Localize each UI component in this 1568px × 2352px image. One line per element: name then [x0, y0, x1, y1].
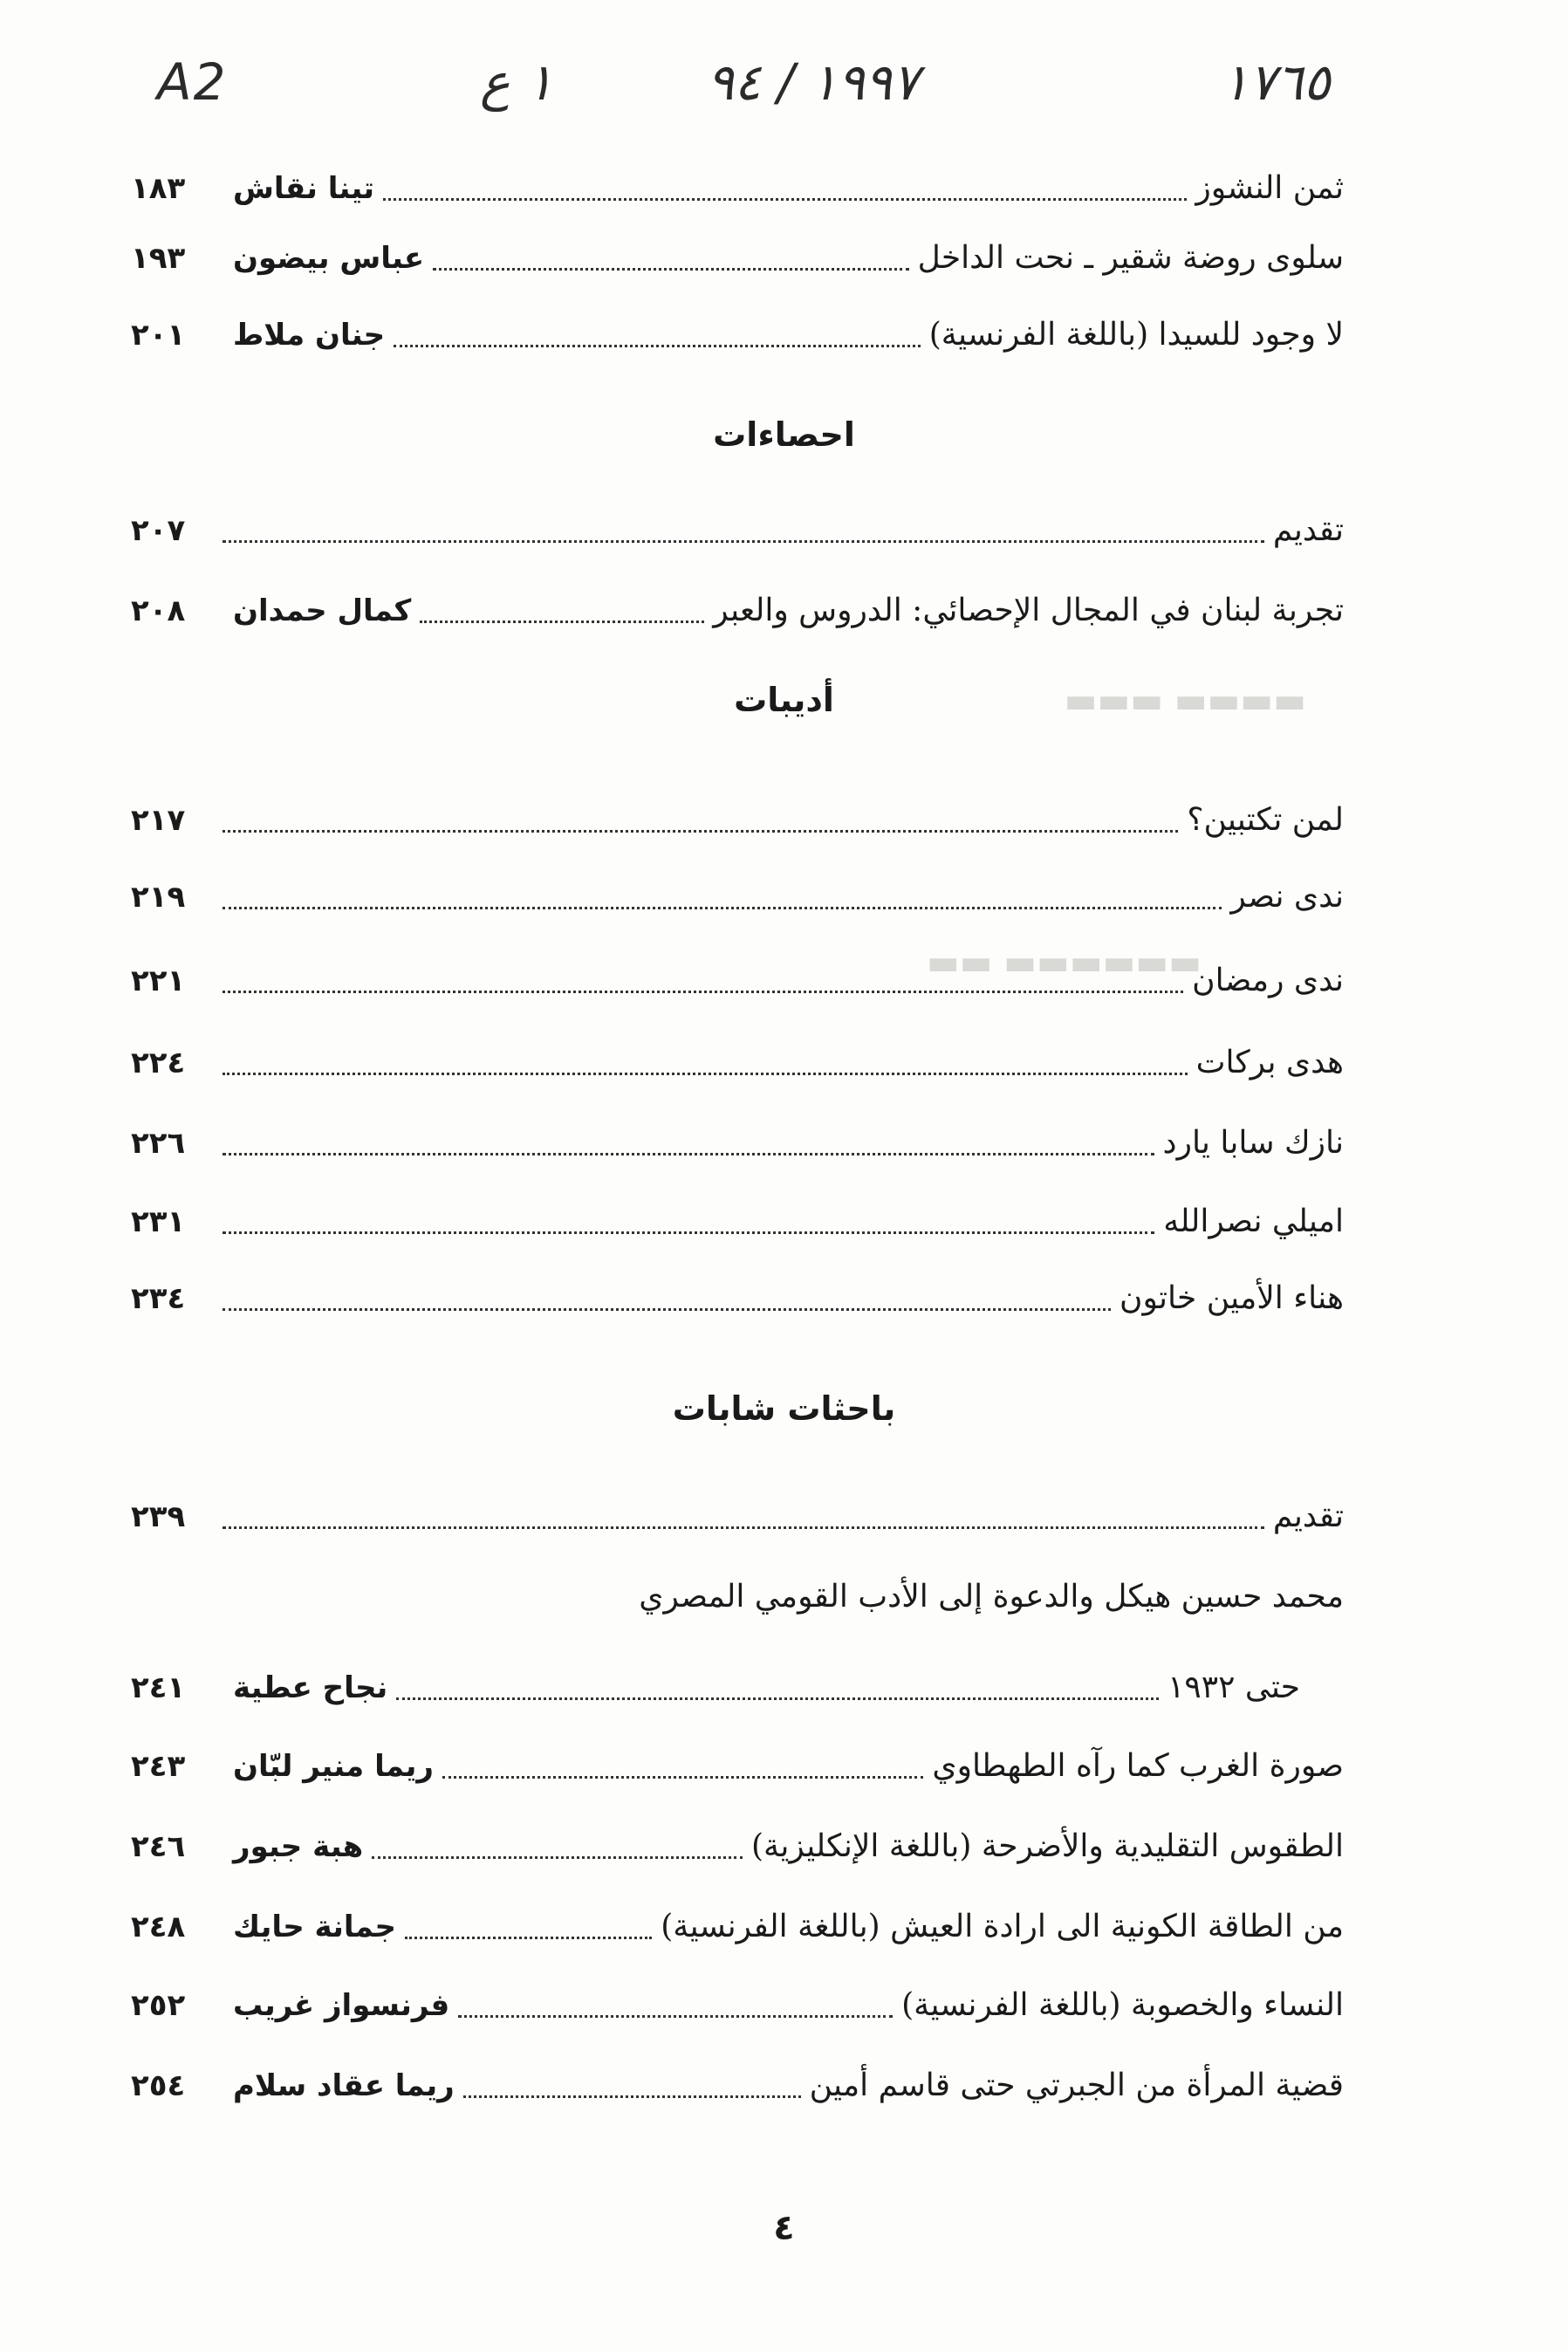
page-number: ٤ — [773, 2208, 795, 2248]
toc-entry — [131, 1981, 1344, 2030]
leader-dots — [394, 345, 921, 347]
entry-page: ٢٢٤ — [131, 1046, 186, 1080]
toc-entry — [131, 1742, 1344, 1791]
entry-page: ٢٢٦ — [131, 1126, 186, 1161]
entry-author: عباس بيضون — [233, 241, 425, 276]
toc-entry — [131, 1663, 1344, 1712]
leader-dots — [223, 1153, 1154, 1155]
entry-page: ٢٠٧ — [131, 513, 186, 548]
bleed-through-decoration: ▬▬▬▬▬▬ ▬▬ — [926, 943, 1202, 983]
entry-page: ٢٢١ — [131, 963, 186, 998]
entry-title: اميلي نصرالله — [1163, 1203, 1344, 1239]
entry-author: جنان ملاط — [233, 318, 386, 353]
entry-page: ٢٤٦ — [131, 1829, 186, 1864]
entry-page: ١٨٣ — [131, 171, 186, 206]
entry-title: صورة الغرب كما رآه الطهطاوي — [932, 1748, 1344, 1784]
entry-author: ريما عقاد سلام — [233, 2068, 455, 2103]
entry-title: النساء والخصوبة (باللغة الفرنسية) — [901, 1987, 1344, 2023]
entry-page: ٢٠١ — [131, 318, 186, 353]
leader-dots — [223, 1073, 1188, 1075]
handwritten-note-d: ١٧٦٥ — [1222, 52, 1331, 112]
entry-author: كمال حمدان — [233, 593, 412, 628]
entry-title: قضية المرأة من الجبرتي حتى قاسم أمين — [809, 2067, 1344, 2103]
leader-dots — [223, 1526, 1264, 1529]
entry-title: تقديم — [1272, 1498, 1344, 1534]
entry-title: هدى بركات — [1195, 1045, 1344, 1080]
leader-dots — [433, 268, 909, 271]
entry-page: ٢٥٤ — [131, 2068, 186, 2103]
toc-entry — [131, 796, 1344, 845]
entry-page: ٢١٧ — [131, 803, 186, 838]
section-heading-young-researchers: باحثات شابات — [672, 1389, 896, 1428]
leader-dots — [463, 2095, 801, 2098]
handwritten-note — [148, 52, 1352, 131]
leader-dots — [383, 198, 1187, 201]
entry-title: تقديم — [1272, 512, 1344, 548]
leader-dots — [372, 1856, 743, 1859]
entry-title — [1167, 1663, 1344, 1712]
toc-entry — [131, 957, 1344, 1005]
entry-title: ندى رمضان — [1192, 963, 1344, 998]
entry-page: ٢٣١ — [131, 1204, 186, 1239]
leader-dots — [396, 1697, 1159, 1700]
entry-title: هناء الأمين خاتون — [1120, 1280, 1344, 1316]
toc-entry — [131, 1492, 1344, 1541]
leader-dots — [223, 830, 1178, 833]
section-heading-writers: أديبات — [734, 681, 834, 719]
toc-entry — [131, 1903, 1344, 1951]
entry-author: جمانة حايك — [233, 1910, 396, 1944]
entry-author: تينا نقاش — [233, 171, 375, 206]
handwritten-note-a: A2 — [157, 52, 228, 112]
entry-title: ندى نصر — [1230, 879, 1344, 915]
entry-author: نجاح عطية — [233, 1670, 388, 1705]
entry-page: ٢٠٨ — [131, 593, 186, 628]
toc-entry — [131, 1119, 1344, 1168]
toc-entry — [131, 506, 1344, 555]
entry-author: هبة جبور — [233, 1829, 364, 1864]
entry-page: ٢٤١ — [131, 1670, 186, 1705]
leader-dots — [223, 1308, 1111, 1311]
entry-title: محمد حسين هيكل والدعوة إلى الأدب القومي المصري — [639, 1579, 1344, 1615]
leader-dots — [223, 991, 1183, 993]
entry-title: سلوى روضة شقير ـ نحت الداخل — [917, 240, 1344, 276]
toc-entry — [131, 1274, 1344, 1323]
toc-entry — [131, 1197, 1344, 1246]
entry-page: ٢٣٤ — [131, 1281, 186, 1316]
leader-dots — [223, 1231, 1154, 1234]
entry-author: ريما منير لبّان — [233, 1749, 434, 1784]
toc-entry — [131, 234, 1344, 283]
entry-page: ٢٥٢ — [131, 1988, 186, 2023]
leader-dots — [458, 2015, 893, 2018]
leader-dots — [223, 540, 1264, 543]
entry-page: ٢٤٣ — [131, 1749, 186, 1784]
entry-title: نازك سابا يارد — [1162, 1125, 1344, 1161]
toc-entry — [131, 1039, 1344, 1087]
entry-title: من الطاقة الكونية الى ارادة العيش (باللغة الفرنسية) — [661, 1909, 1344, 1944]
toc-entry — [131, 2061, 1344, 2110]
toc-entry — [131, 164, 1344, 213]
toc-entry — [131, 586, 1344, 635]
leader-dots — [442, 1776, 923, 1779]
toc-entry — [131, 1822, 1344, 1871]
handwritten-note-b: ١ ع — [480, 52, 554, 112]
bleed-through-decoration: ▬▬▬▬ ▬▬▬ — [1064, 681, 1306, 721]
entry-title: الطقوس التقليدية والأضرحة (باللغة الإنكليزية) — [750, 1828, 1344, 1864]
toc-entry — [131, 311, 1344, 360]
leader-dots — [223, 907, 1222, 909]
section-heading-statistics: احصاءات — [713, 415, 855, 454]
leader-dots — [405, 1937, 652, 1939]
entry-title-text: حتى ١٩٣٢ — [1167, 1670, 1300, 1705]
entry-page: ٢٣٩ — [131, 1499, 186, 1534]
entry-author: فرنسواز غريب — [233, 1988, 450, 2023]
entry-title: تجربة لبنان في المجال الإحصائي: الدروس والعبر — [713, 593, 1344, 628]
leader-dots — [420, 621, 704, 623]
toc-entry — [131, 873, 1344, 922]
entry-title: لا وجود للسيدا (باللغة الفرنسية) — [928, 317, 1344, 353]
handwritten-note-c: ١٩٩٧ / ٩٤ — [707, 52, 920, 112]
entry-page: ٢١٩ — [131, 880, 186, 915]
entry-title: لمن تكتبين؟ — [1187, 802, 1344, 838]
entry-page: ١٩٣ — [131, 241, 186, 276]
toc-entry — [131, 1573, 1344, 1622]
entry-page: ٢٤٨ — [131, 1910, 186, 1944]
entry-title: ثمن النشوز — [1195, 170, 1344, 206]
